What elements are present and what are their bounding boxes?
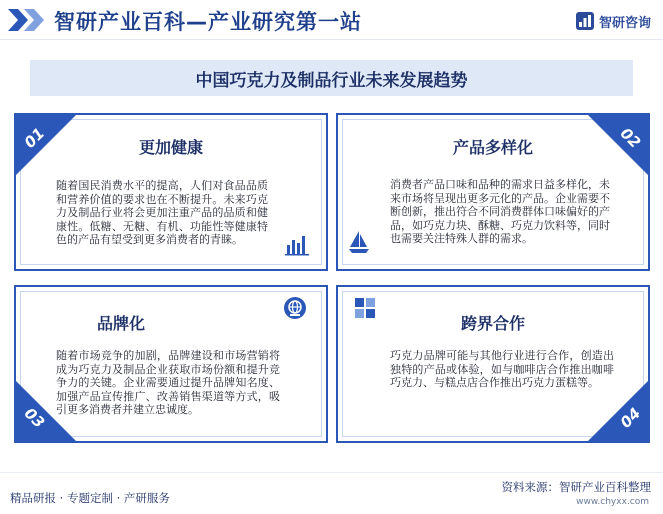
- card-body: 巧克力品牌可能与其他行业进行合作，创造出独特的产品或体验，如与咖啡店合作推出咖啡巧克力、与糕点店合作推出巧克力蛋糕等。: [390, 349, 614, 389]
- trend-card-2: [336, 113, 650, 271]
- card-body: 随着国民消费水平的提高，人们对食品品质和营养价值的要求也在不断提升。未来巧克力及制品行业将会更加注重产品的品质和健康性。低糖、无糖、有机、功能性等健康特色的产品有望受到更多消费者的青睐。: [56, 179, 268, 246]
- trend-card-1: [14, 113, 328, 271]
- trend-card-4: [336, 285, 650, 443]
- card-number: 04: [616, 404, 645, 432]
- zhiyan-logo-icon: [575, 11, 595, 31]
- brand-logo[interactable]: [575, 11, 651, 31]
- card-number: 03: [20, 404, 49, 432]
- card-title: 更加健康: [138, 138, 203, 157]
- data-source: 资料来源：智研产业百科整理: [501, 480, 651, 494]
- top-bar: [0, 0, 663, 40]
- sailboat-icon: [346, 229, 372, 255]
- card-title: 品牌化: [96, 314, 145, 333]
- card-body: 随着市场竞争的加剧，品牌建设和市场营销将成为巧克力及制品企业获取市场份额和提升竞争力的关键。企业需要通过提升品牌知名度、加强产品宣传推广、改善销售渠道等方式，吸引更多消费者并建立忠诚度。: [56, 349, 280, 416]
- card-title: 产品多样化: [452, 138, 533, 157]
- trend-card-3: [14, 285, 328, 443]
- globe-badge-icon: [282, 295, 308, 321]
- bar-chart-icon: [284, 231, 310, 257]
- card-body: 消费者产品口味和品种的需求日益多样化，未来市场将呈现出更多元化的产品。企业需要不断创新，推出符合不同消费群体口味偏好的产品，如巧克力块、酥糖、巧克力饮料等，同时也需要关注特殊人群的需求。: [390, 178, 610, 245]
- grid-squares-icon: [352, 295, 378, 321]
- logo-text: 智研咨询: [598, 15, 651, 31]
- site-title: 智研产业百科—产业研究第一站: [54, 10, 362, 34]
- card-number: 01: [20, 124, 49, 152]
- footer-url[interactable]: www.chyxx.com: [576, 497, 649, 507]
- footer-divider: [0, 472, 663, 473]
- card-number: 02: [616, 124, 645, 152]
- main-title-bar: [30, 60, 633, 96]
- chevron-decoration-icon: [8, 9, 48, 31]
- main-title: 中国巧克力及制品行业未来发展趋势: [195, 70, 468, 91]
- footer-services: 精品研报 · 专题定制 · 产研服务: [10, 491, 170, 505]
- card-title: 跨界合作: [460, 314, 525, 333]
